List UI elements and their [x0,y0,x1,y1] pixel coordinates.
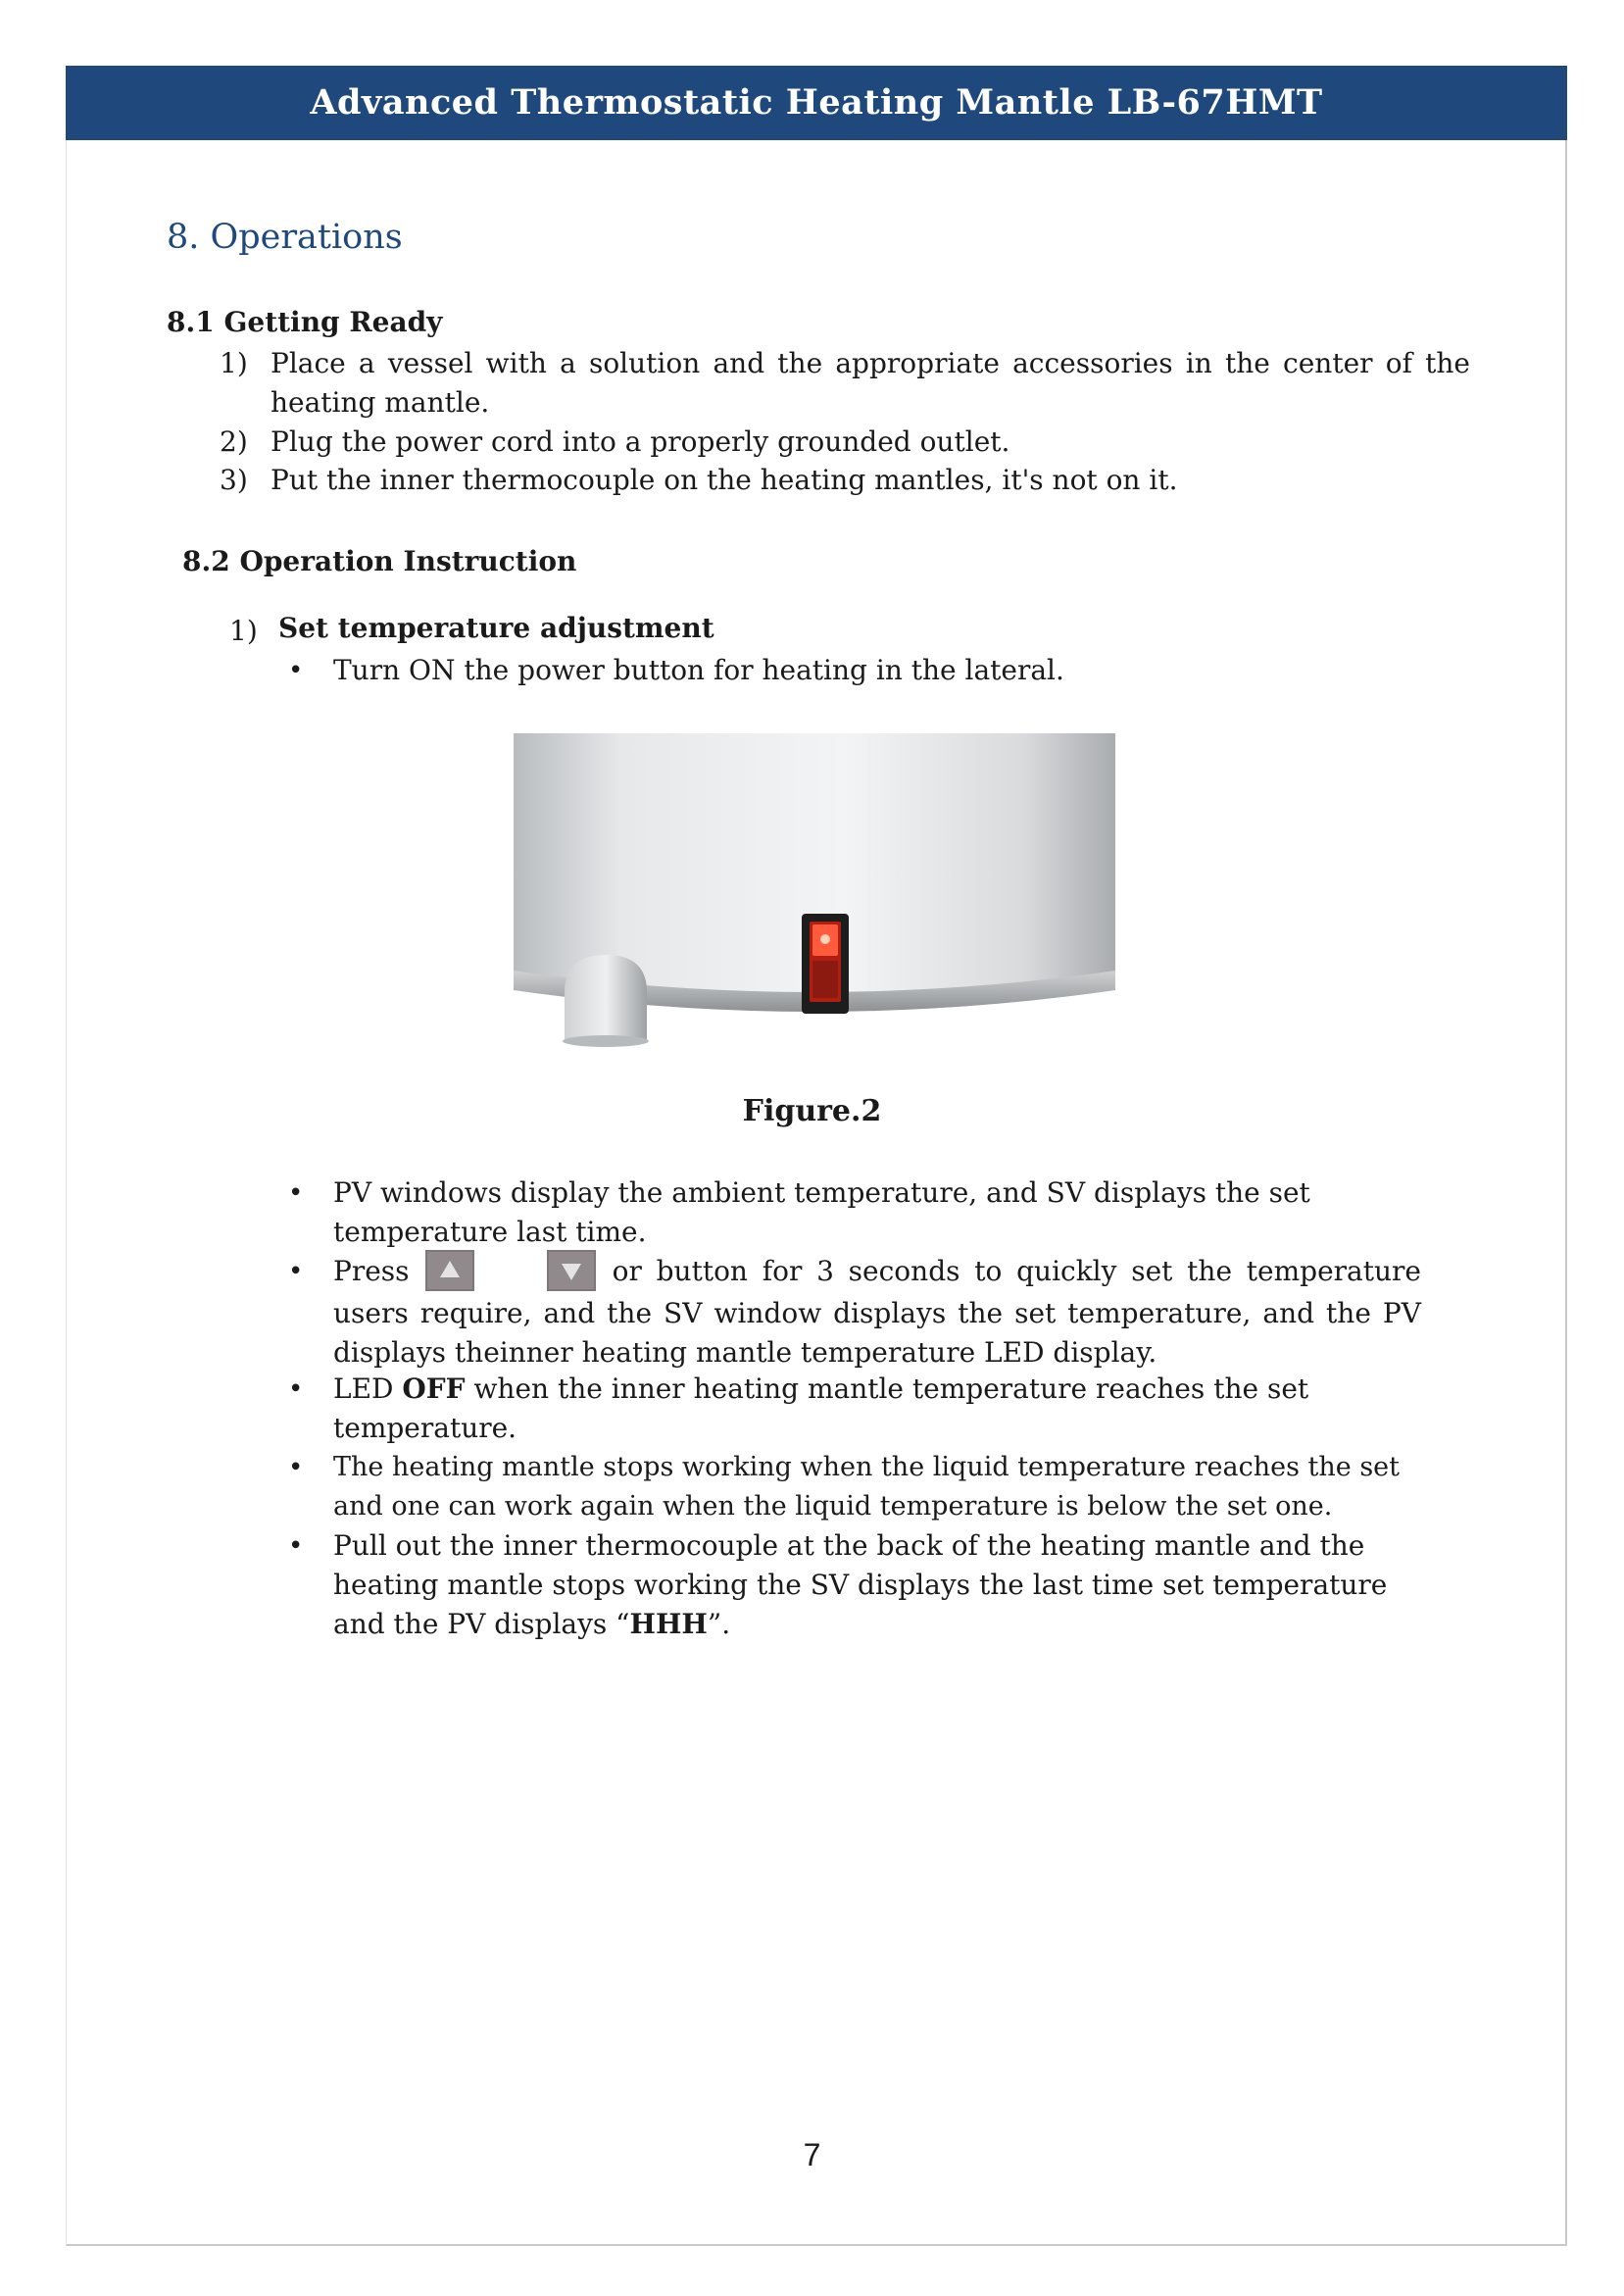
figure-caption: Figure.2 [742,1094,882,1128]
bullet-item [288,1370,1421,1448]
getting-ready-heading: 8.1 Getting Ready [167,306,443,338]
bullet-item [288,1526,1441,1644]
bullet-item [288,1252,1421,1373]
list-item-text: Plug the power cord into a properly grounded outlet. [271,425,1010,458]
document-title: Advanced Thermostatic Heating Mantle LB-67HMT [310,82,1323,123]
bullet-text: LED [333,1373,394,1405]
bullet-text: when the inner heating mantle temperature reaches the set temperature. [333,1373,1309,1444]
document-header [66,66,1567,140]
bullet-icon: • [288,1453,304,1482]
bullet-item [288,1173,1421,1252]
bullet-text: PV windows display the ambient temperature, and SV displays the set temperature last time. [333,1176,1310,1248]
bullet-text: Press [333,1255,410,1287]
page-number: 7 [803,2137,821,2172]
step-title: Set temperature adjustment [278,612,714,644]
list-item-number: 2) [220,425,248,458]
bullet-text: Pull out the inner thermocouple at the back of the heating mantle and the heating mantle stops working the SV displays the last time set temperature and the PV displays “ [333,1529,1388,1640]
bullet-icon: • [288,1178,304,1208]
list-item-text: Place a vessel with a solution and the appropriate accessories in the center of the heating mantle. [271,347,1470,419]
bullet-text: The heating mantle stops working when the liquid temperature reaches the set and one can work again when the liquid temperature is below the set one. [333,1452,1401,1522]
bullet-icon: • [288,656,304,685]
list-item-number: 3) [220,464,248,496]
up-arrow-button-icon [425,1250,474,1291]
bullet-icon: • [288,1374,304,1404]
bullet-text: ”. [707,1608,731,1640]
section-title: 8. Operations [167,218,403,257]
operation-heading: 8.2 Operation Instruction [182,545,577,577]
list-item [220,461,1470,500]
bullet-bold-text: OFF [402,1373,466,1405]
bullet-item [288,651,1411,690]
step-number: 1) [229,615,258,647]
heating-mantle-photo [506,727,1123,1051]
list-item [220,423,1470,462]
list-item-text: Put the inner thermocouple on the heating mantles, it's not on it. [271,464,1178,496]
bullet-text: Turn ON the power button for heating in the lateral. [333,654,1064,686]
bullet-text: or button for 3 seconds to quickly set the temperature users require, and the SV window displays the set temperature, and the PV displays theinner heating mantle temperature LED display. [333,1255,1421,1369]
bullet-icon: • [288,1257,304,1286]
down-arrow-button-icon [547,1250,596,1291]
list-item-number: 1) [220,347,248,379]
bullet-icon: • [288,1531,304,1561]
list-item [220,344,1470,423]
bullet-bold-text: HHH [629,1608,708,1640]
bullet-item [288,1448,1421,1526]
